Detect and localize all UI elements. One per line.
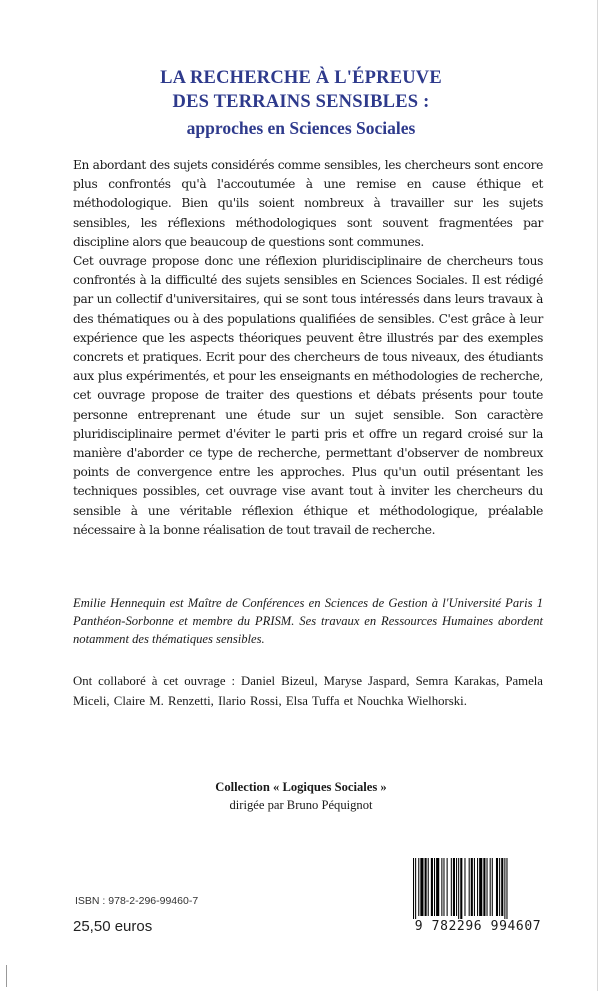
barcode-digits: 9 782296 994607 [409,919,547,935]
barcode-bar [415,858,416,922]
cover-header [0,66,602,142]
isbn-label: ISBN : 978-2-296-99460-7 [75,895,199,907]
barcode-bar [443,858,444,916]
collection-name: Collection « Logiques Sociales » [215,780,387,794]
barcode-bar [458,858,459,922]
barcode-bar [464,858,465,916]
summary-paragraph-1: En abordant des sujets considérés comme sensibles, les chercheurs sont encore plus confrontés qu'à l'accoutumée à une remise en cause éthique et méthodologique. Bien qu'ils soient nombreux à travailler sur les sujets sensibles, les réflexions méthodologiques sont souvent fragmentées par discipline alors que beaucoup de questions sont communes. [73,158,543,249]
barcode-bars-icon [409,858,547,922]
collection-info [0,778,602,814]
barcode-bar [413,858,414,922]
barcode-bar [496,858,498,916]
barcode-bar [474,858,475,916]
barcode-bar [420,858,423,916]
barcode-bar [428,858,429,916]
barcode-bar [499,858,500,916]
barcode-bar [447,858,448,916]
price: 25,50 euros [73,918,153,935]
summary-text [73,156,543,540]
barcode-bar [492,858,493,916]
barcode-bar [434,858,435,916]
barcode-bar [477,858,478,916]
subtitle: approches en Sciences Sociales [186,118,416,138]
summary-paragraph-2: Cet ouvrage propose donc une réflexion pluridisciplinaire de chercheurs tous confrontés à la difficulté des sujets sensibles en Sciences Sociales. Il est rédigé par un collectif d'universitaires, qui se sont tous intéressés dans leurs travaux à des thématiques ou à des populations qualifiées de sensibles. C'est grâce à leur expérience que les aspects théoriques peuvent être illustrés par des exemples concrets et pratiques. Ecrit pour des chercheurs de tous niveaux, des étudiants aux plus expérimentés, et pour les enseignants en méthodologies de recherche, cet ouvrage propose de traiter des questions et débats présents pour toute personne entreprenant une étude sur un sujet sensible. Son caractère pluridisciplinaire permet d'éviter le parti pris et offre un regard croisé sur la manière d'aborder ce type de recherche, permettant d'observer de nombreux points de convergence entre les approches. Plus qu'un outil présentant les techniques possibles, cet ouvrage vise avant tout à inviter les chercheurs du sensible à une véritable réflexion éthique et méthodologique, préalable nécessaire à la bonne réalisation de tout travail de recherche. [73,254,543,537]
barcode-bar [418,858,419,916]
title-line-2: DES TERRAINS SENSIBLES : [172,92,430,112]
barcode-bar [431,858,433,916]
barcode-bar [469,858,470,916]
barcode-bar [490,858,491,916]
barcode-bar [471,858,473,916]
barcode-bar [453,858,455,916]
barcode-bar [425,858,427,916]
barcode-bar [436,858,439,916]
collaborators: Ont collaboré à cet ouvrage : Daniel Bizeul, Maryse Jaspard, Semra Karakas, Pamela Miceli, Claire M. Renzetti, Ilario Rossi, Elsa Tuffa et Nouchka Wielhorski. [73,674,543,708]
barcode-bar [479,858,482,916]
page-edge [597,0,598,991]
title-line-1: LA RECHERCHE À L'ÉPREUVE [160,68,442,88]
barcode-bar [504,858,505,922]
barcode-bar [451,858,452,916]
barcode-bar [487,858,488,916]
barcode-bar [460,858,462,922]
barcode-bar [456,858,457,916]
barcode-bar [483,858,485,916]
author-bio: Emilie Hennequin est Maître de Conférences en Sciences de Gestion à l'Université Paris 1 Panthéon-Sorbonne et membre du PRISM. Ses travaux en Ressources Humaines abordent notamment des thématiques sensibles. [73,596,543,646]
barcode-bar [501,858,503,916]
collection-director: dirigée par Bruno Péquignot [229,798,373,812]
crop-mark [6,965,7,987]
barcode-bar [441,858,442,916]
barcode-bar [506,858,507,922]
